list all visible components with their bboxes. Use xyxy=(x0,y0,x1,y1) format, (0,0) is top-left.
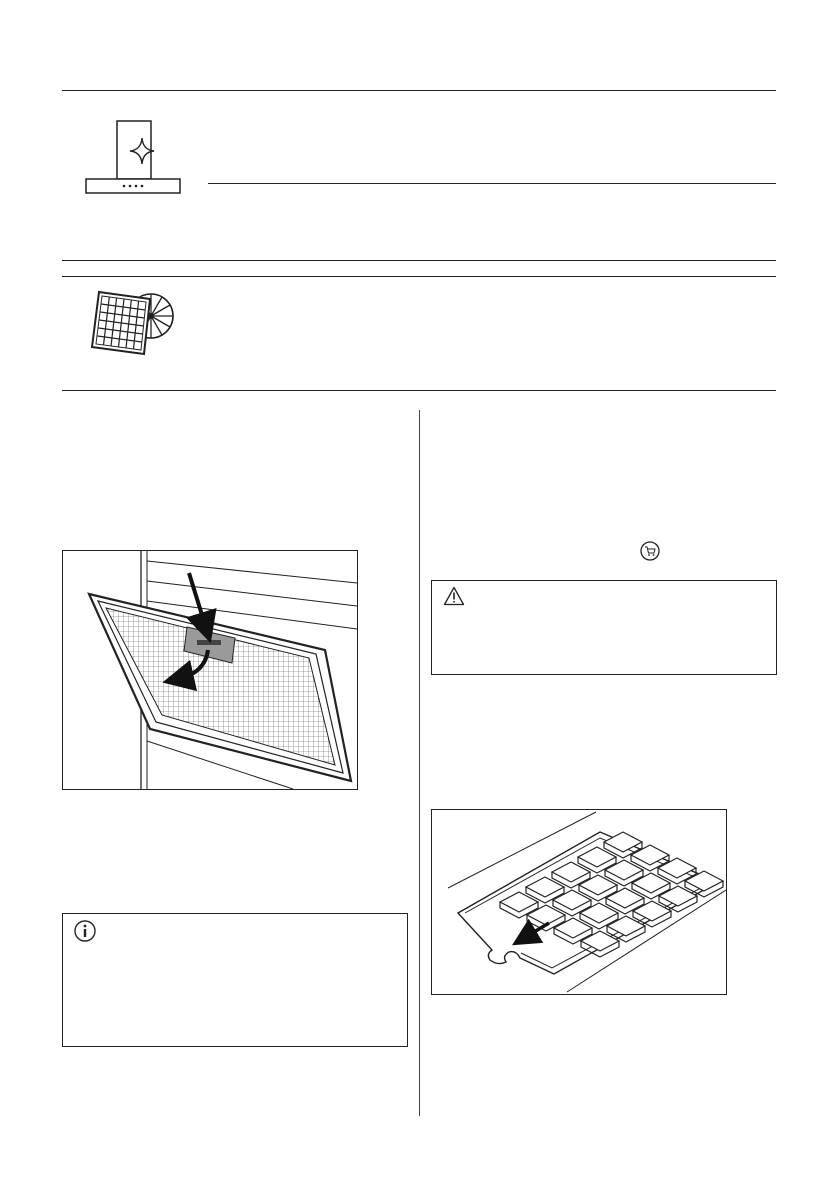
carbon-filter-replace-icon xyxy=(84,284,180,360)
shopping-cart-icon xyxy=(640,541,660,561)
info-icon xyxy=(73,919,97,943)
info-note-box xyxy=(62,913,408,1047)
column-divider xyxy=(419,410,420,1116)
section-top-rule xyxy=(62,90,776,91)
cooker-hood-clean-icon xyxy=(84,118,184,198)
warning-triangle-icon xyxy=(443,586,465,606)
section-rule-lower xyxy=(62,276,776,277)
carbon-filter-illustration xyxy=(431,809,727,995)
warning-box xyxy=(431,580,777,675)
section-rule-upper xyxy=(62,260,776,261)
section-sub-rule xyxy=(208,183,776,184)
grease-filter-release-illustration xyxy=(62,550,358,790)
section-bottom-rule xyxy=(62,390,776,391)
